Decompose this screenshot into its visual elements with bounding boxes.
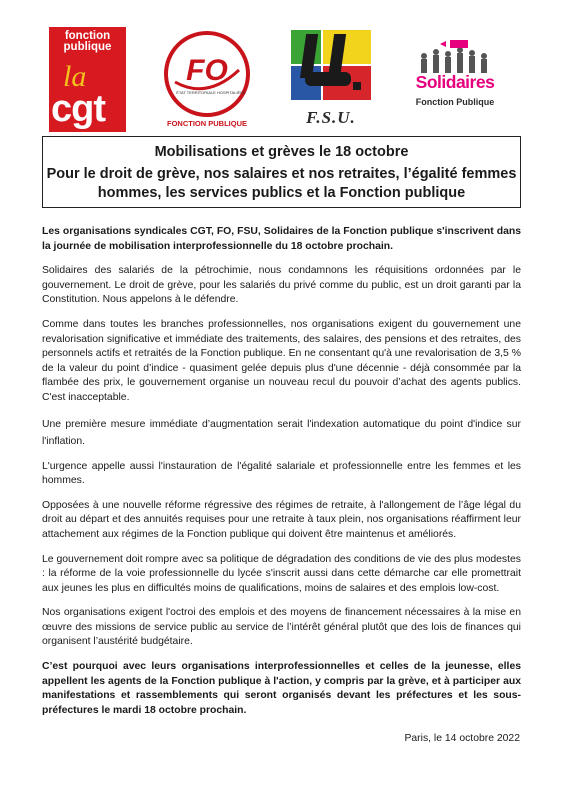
cgt-logo-top-text: fonction publique [63,30,112,53]
paragraph-intro: Les organisations syndicales CGT, FO, FSU, Solidaires de la Fonction publique s'inscrivent dans la journée de mobilisation interprofessionnelle du 18 octobre prochain. [42,226,521,252]
fo-logo-label: FONCTION PUBLIQUE [167,119,247,128]
solidaires-crowd-icon [402,38,508,74]
fo-logo [163,30,251,130]
paragraph: L'urgence appelle aussi l'instauration de l'égalité salariale et professionnelle entre les femmes et les hommes. [42,460,521,487]
fo-mark-text: FO [186,54,228,87]
paragraph: Solidaires des salariés de la pétrochimie, nous condamnons les réquisitions ordonnées par le gouvernement. Le droit de grève, pour les salariés du privé comme du public, est un droit garanti par la Constitution. Nous appelons à le défendre. [42,265,521,306]
cgt-logo [49,27,126,132]
fo-small-text: ÉTAT TERRITORIALE HOSPITALIÈRE [176,90,246,95]
cgt-logo-la-text: la [63,60,87,93]
fsu-logo-label: F.S.U. [306,108,356,127]
logo-bar [0,0,563,132]
solidaires-logo-subtitle: Fonction Publique [415,97,495,107]
fo-emblem-icon [163,30,251,118]
title-box [42,136,521,208]
document-body [42,225,521,728]
paragraph: Comme dans toutes les branches professionnelles, nos organisations exigent du gouvernement une revalorisation significative et immédiate des traitements, des salaires, des pensions et des retraites, des personnels actifs et retraités de la Fonction publique. En ne consentant qu'à une revalorisation de 3,5 % de la valeur du point d’indice - quasiment gelée depuis plus d'une décennie - déjà consommée par la flambée des prix, le gouvernement organise un nouveau recul du pouvoir d’achat des agents publics. C'est inacceptable. [42,318,521,403]
title-line-1: Mobilisations et grèves le 18 octobre [154,144,409,160]
paragraph: Le gouvernement doit rompre avec sa politique de dégradation des conditions de vie des plus modestes : la réforme de la voie professionnelle du lycée s'inscrit aussi dans cette démarche car elle promettrait aux jeunes les plus en difficultés moins de qualifications, moins de salaires et des emplois low-cost. [42,553,521,594]
paragraph: Nos organisations exigent l'octroi des emplois et des moyens de financement nécessaires à la mise en œuvre des missions de service public au service de l’intérêt général plutôt que des lois de finances qui organisent l’austérité budgétaire. [42,607,521,648]
signature-date: Paris, le 14 octobre 2022 [404,733,520,744]
title-line-2: Pour le droit de grève, nos salaires et nos retraites, l’égalité femmes hommes, les services publics et la Fonction publique [46,166,517,201]
cgt-logo-main-text: cgt [51,88,105,130]
solidaires-logo [402,38,508,118]
paragraph: Une première mesure immédiate d’augmentation serait l'indexation automatique du point d'indice sur l'inflation. [42,418,521,447]
fsu-logo [287,28,375,132]
paragraph: Opposées à une nouvelle réforme régressive des régimes de retraite, à l'allongement de l’âge légal du droit au départ et des annuités requises pour une retraite à taux plein, nos organisations réaffirment leur attachement aux régimes de la Fonction publique qui doivent être maintenus et améliorés. [42,499,521,540]
solidaires-logo-title: Solidaires [415,72,495,92]
fsu-emblem-icon [287,28,375,104]
paragraph-call-to-action: C’est pourquoi avec leurs organisations interprofessionnelles et celles de la jeunesse, elles appellent les agents de la Fonction publique à l'action, y compris par la grève, et à participer aux manifestations et rassemblements qui seront organisés devant les préfectures et les sous-préfectures le mardi 18 octobre prochain. [42,661,521,716]
